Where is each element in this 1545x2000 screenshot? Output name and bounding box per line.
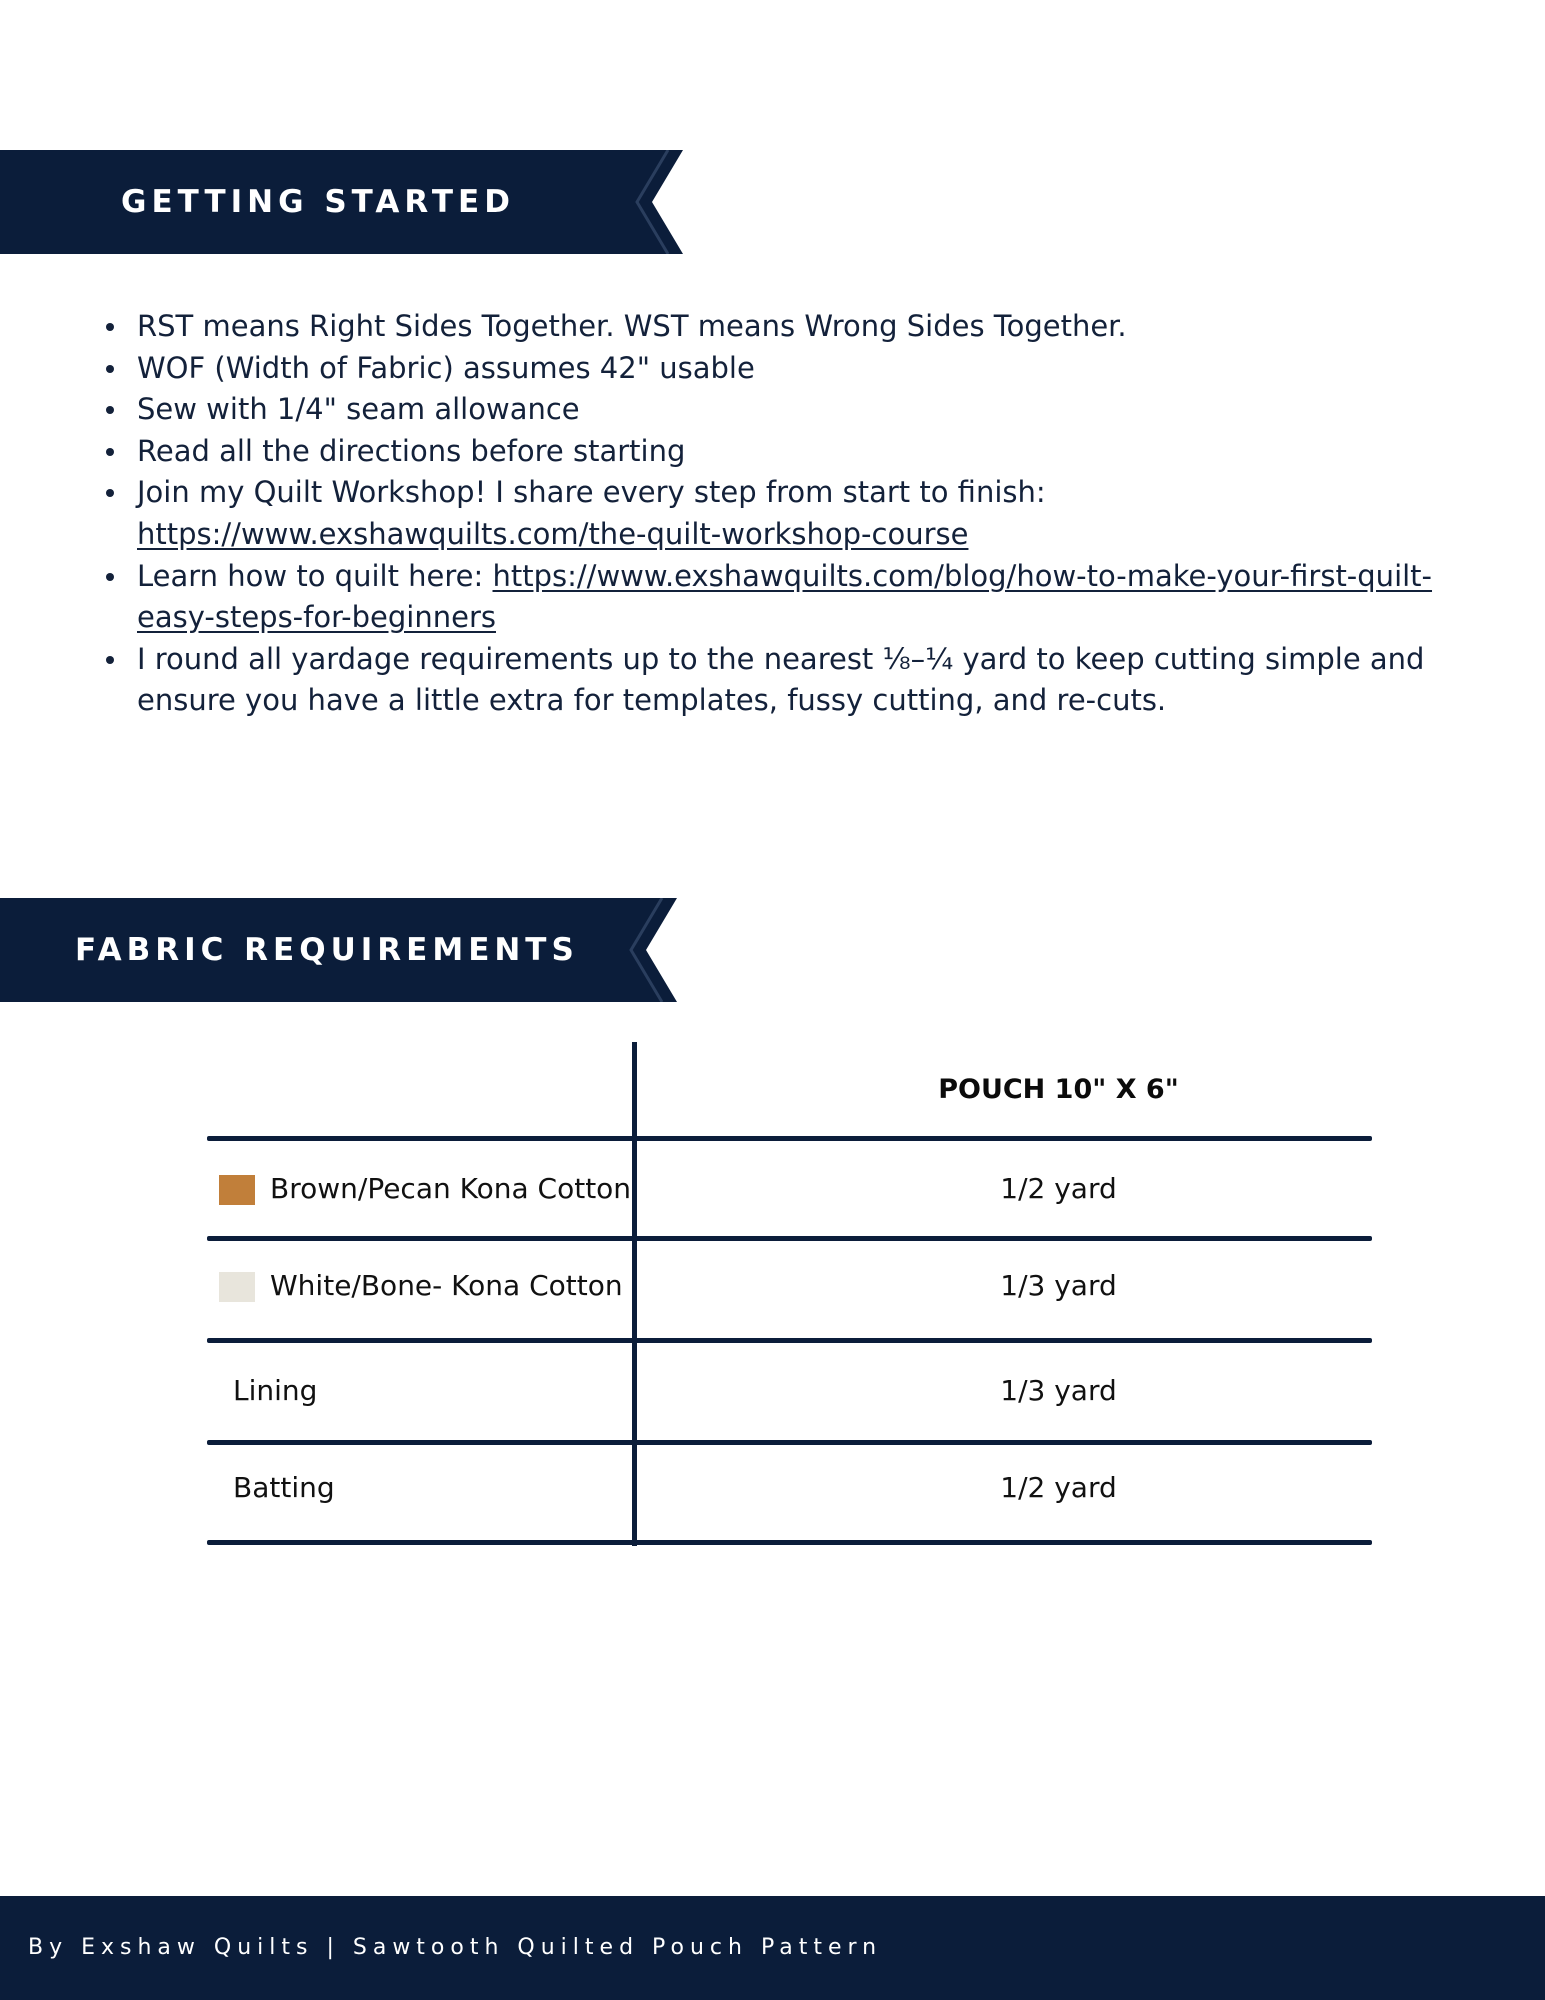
getting-started-list: [100, 306, 1440, 722]
table-row: [207, 1440, 1372, 1535]
fabric-amount: 1/2 yard: [1000, 1172, 1117, 1205]
fabric-requirements-table: [207, 1040, 1372, 1550]
fabric-name: White/Bone- Kona Cotton: [270, 1269, 623, 1302]
page-footer: [0, 1896, 1545, 2000]
list-item: Join my Quilt Workshop! I share every step from start to finish: https://www.exshawquilts.com/the-quilt-workshop-course: [100, 472, 1440, 555]
fabric-name: Batting: [233, 1471, 335, 1504]
list-item: Sew with 1/4" seam allowance: [100, 389, 1440, 431]
workshop-course-link[interactable]: https://www.exshawquilts.com/the-quilt-workshop-course: [137, 516, 969, 551]
list-item: Learn how to quilt here: https://www.exshawquilts.com/blog/how-to-make-your-first-quilt-easy-steps-for-beginners: [100, 556, 1440, 639]
fabric-amount: 1/2 yard: [1000, 1471, 1117, 1504]
list-item: Read all the directions before starting: [100, 431, 1440, 473]
fabric-swatch-brown: [219, 1175, 255, 1205]
beginners-blog-link[interactable]: https://www.exshawquilts.com/blog/how-to-make-your-first-quilt-easy-steps-for-beginners: [137, 558, 1433, 635]
footer-credit: By Exshaw Quilts | Sawtooth Quilted Pouch Pattern: [28, 1935, 883, 1960]
fabric-requirements-banner: [0, 898, 677, 1002]
fabric-amount: 1/3 yard: [1000, 1374, 1117, 1407]
fabric-name: Brown/Pecan Kona Cotton: [270, 1172, 632, 1205]
table-row: [207, 1238, 1372, 1333]
fabric-swatch-white: [219, 1272, 255, 1302]
getting-started-banner: [0, 150, 683, 254]
table-row: [207, 1343, 1372, 1438]
list-item: RST means Right Sides Together. WST means Wrong Sides Together.: [100, 306, 1440, 348]
table-row: [207, 1141, 1372, 1236]
list-item: WOF (Width of Fabric) assumes 42" usable: [100, 348, 1440, 390]
fabric-amount: 1/3 yard: [1000, 1269, 1117, 1302]
table-row-divider: [207, 1540, 1372, 1545]
fabric-name: Lining: [233, 1374, 318, 1407]
list-item: I round all yardage requirements up to the nearest ⅛–¼ yard to keep cutting simple and ensure you have a little extra for templates, fussy cutting, and re-cuts.: [100, 639, 1440, 722]
section-title-getting-started: GETTING STARTED: [121, 184, 515, 220]
section-title-fabric-requirements: FABRIC REQUIREMENTS: [75, 932, 579, 968]
table-column-header: POUCH 10" X 6": [938, 1074, 1179, 1105]
